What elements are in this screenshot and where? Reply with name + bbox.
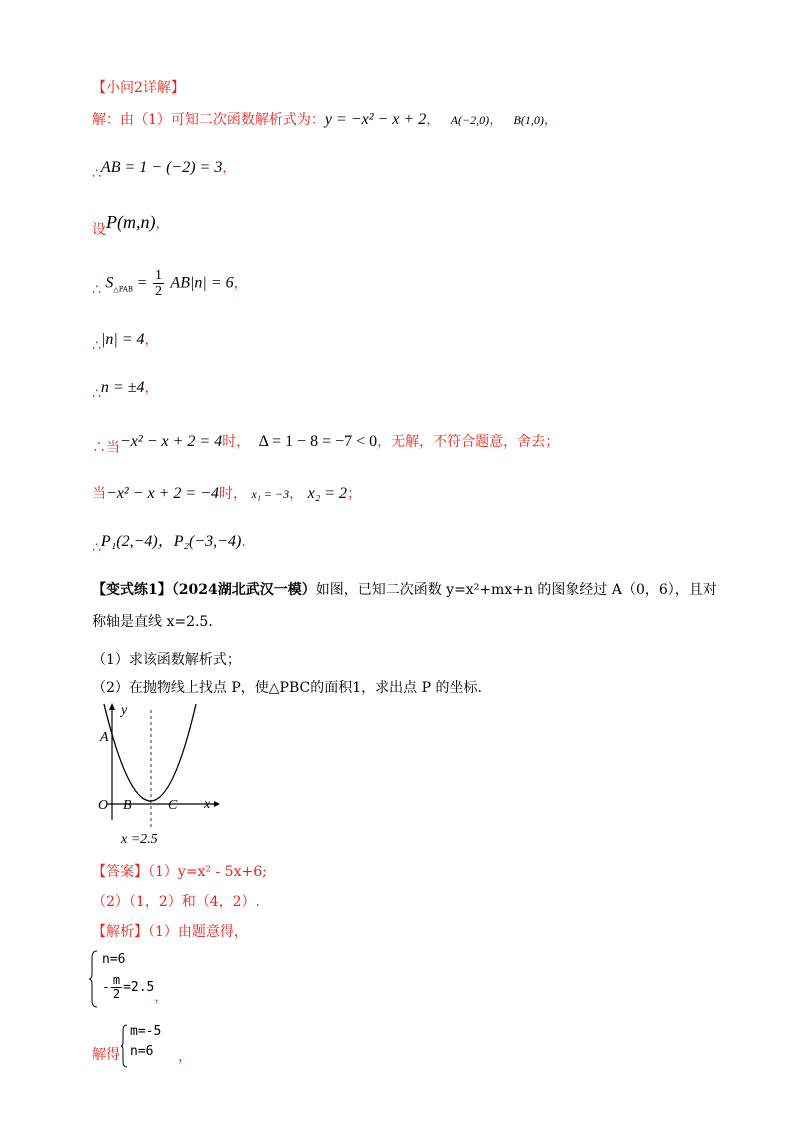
brace-icon xyxy=(120,1024,128,1068)
equation-system-2: 解得 m=-5 n=6 ， xyxy=(92,1022,212,1070)
question-2: （2）在抛物线上找点 P，使△PBC的面积1，求出点 P 的坐标. xyxy=(92,680,482,696)
variant-line-1 xyxy=(92,580,717,600)
brace-icon xyxy=(88,950,98,1008)
solution-line-6: ∴n = ±4， xyxy=(92,379,159,402)
answer-label: 【答案】 xyxy=(92,864,148,880)
x-axis-arrow xyxy=(214,801,220,807)
label-a: A xyxy=(100,730,109,745)
equation: −x² − x + 2 = −4 xyxy=(106,485,219,502)
equation: −x² − x + 2 = 4 xyxy=(120,433,223,450)
answer-line-2: （2）（1，2）和（4，2）. xyxy=(92,894,260,910)
variant-source: （2024湖北武汉一模） xyxy=(171,582,316,598)
solution-line-2: ∴AB = 1 − (−2) = 3， xyxy=(92,159,237,182)
sub-heading: 【小问2详解】 xyxy=(92,80,185,96)
solution-line-8: 当−x² − x + 2 = −4时， x₁ = −3， x₂ = 2； xyxy=(92,485,362,502)
point-a: A(−2,0) xyxy=(450,113,490,127)
label-o: O xyxy=(98,798,109,813)
answer-line-1 xyxy=(92,862,267,882)
fraction-m-2: $\frac{m}{2}$ xyxy=(112,973,121,1001)
question-1: （1）求该函数解析式； xyxy=(92,652,241,668)
symmetry-label: x =2.5 xyxy=(121,832,158,847)
label-b: B xyxy=(123,798,132,813)
analysis-label: 【解析】 xyxy=(92,924,148,940)
analysis-text: （1）由题意得， xyxy=(148,924,248,940)
solution-line-7: ∴当−x² − x + 2 = 4时， Δ = 1 − 8 = −7 < 0，无解，不符合题意，舍去； xyxy=(92,433,560,456)
therefore-symbol: ∴ xyxy=(92,281,101,298)
therefore-symbol: ∴ xyxy=(92,386,101,402)
equation: AB = 1 − (−2) = 3 xyxy=(100,159,223,176)
y-axis-arrow xyxy=(109,703,115,710)
equation: AB|n| = 6 xyxy=(170,274,234,292)
variant-label: 【变式练1】 xyxy=(92,582,172,598)
system-row-2: n=6 xyxy=(130,1044,154,1059)
parabola-curve xyxy=(104,704,196,801)
solution-line-3: 设P(m,n)， xyxy=(92,212,170,238)
solution-line-5: ∴|n| = 4， xyxy=(92,331,159,354)
equation: y = −x² − x + 2 xyxy=(324,111,427,128)
equation-system-1 xyxy=(88,948,208,1012)
equation: P(m,n) xyxy=(106,212,156,232)
parabola-graph xyxy=(88,700,228,850)
equation: n = ±4 xyxy=(100,379,145,396)
solution-line-9: ∴P₁(2,−4)，P₂(−3,−4). xyxy=(92,533,246,556)
equation: |n| = 4 xyxy=(100,331,145,348)
system-row-1: n=6 xyxy=(102,952,126,967)
therefore-symbol: ∴ xyxy=(92,338,101,354)
solve-prefix: 解得 xyxy=(92,1047,120,1063)
root-x2: x₂ = 2 xyxy=(307,485,348,502)
y-label: y xyxy=(121,703,128,718)
fraction-half: $\frac{1}{2}$ xyxy=(154,268,162,299)
label-c: C xyxy=(168,798,178,813)
answer-1: （1）y=x² - 5x+6; xyxy=(148,864,267,880)
system-row-1: m=-5 xyxy=(130,1024,162,1039)
variant-line-2: 称轴是直线 x=2.5. xyxy=(92,614,213,630)
solution-line-1: 解：由（1）可知二次函数解析式为：y = −x² − x + 2， A(−2,0)， B(1,0)， xyxy=(92,111,558,128)
discriminant: Δ = 1 − 8 = −7 < 0 xyxy=(258,433,378,450)
x-label: x xyxy=(204,797,211,812)
point-b: B(1,0) xyxy=(513,113,544,127)
variant-text: 如图，已知二次函数 y=x²+mx+n 的图象经过 A（0，6），且对 xyxy=(315,582,717,598)
therefore-symbol: ∴ xyxy=(92,166,101,182)
therefore-symbol: ∴ xyxy=(92,540,101,556)
analysis-line xyxy=(92,922,248,942)
root-x1: x₁ = −3 xyxy=(251,487,290,501)
result-points: P₁(2,−4)，P₂(−3,−4) xyxy=(100,533,242,550)
solution-line-4: ∴ $S_{\triangle PAB}$ = $\frac{1}{2}$ AB|n| = 6， xyxy=(92,268,248,299)
system-row-2: - $\frac{m}{2}$ =2.5 ， xyxy=(102,973,168,1005)
